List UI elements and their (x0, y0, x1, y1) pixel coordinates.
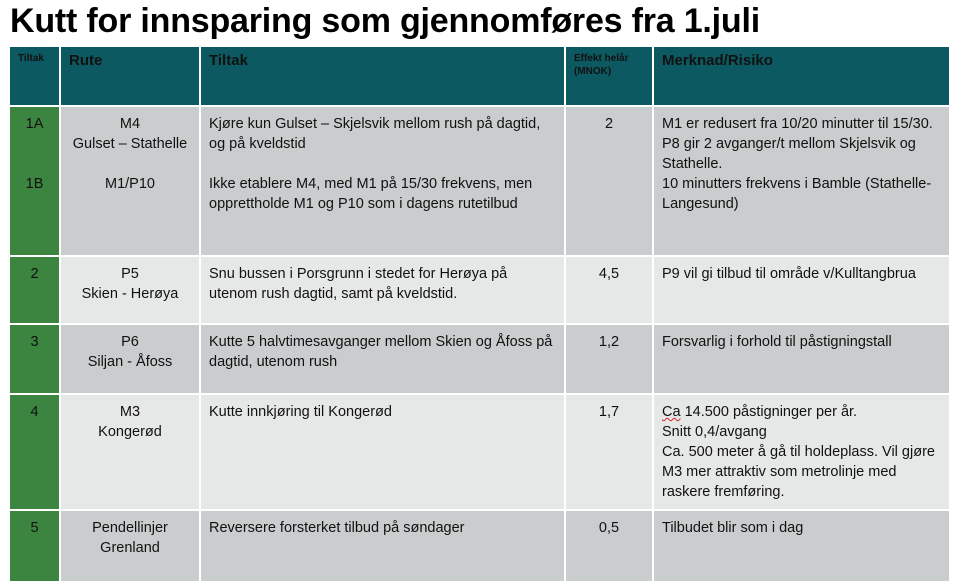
note-cell (653, 106, 950, 256)
page-title: Kutt for innsparing som gjennomføres fra 1.juli (10, 2, 760, 40)
route-line: Gulset – Stathelle (72, 136, 188, 152)
action-text: Reversere forsterket tilbud på søndager (200, 510, 565, 582)
header-tiltak-id: Tiltak (9, 46, 60, 106)
header-tiltak: Tiltak (200, 46, 565, 106)
header-effekt-line2: (MNOK) (574, 66, 612, 77)
route-cell (60, 256, 200, 324)
table-header-row (9, 46, 950, 106)
row-id: 1B (25, 176, 44, 192)
action-text: Kutte 5 halvtimesavganger mellom Skien og Åfoss på dagtid, utenom rush (200, 324, 565, 394)
note-text: 10 minutters frekvens i Bamble (Stathelle- Langesund) (662, 176, 932, 212)
route-line: P5 (121, 266, 139, 282)
row-id: 5 (9, 510, 60, 582)
header-rute: Rute (60, 46, 200, 106)
table-row (9, 510, 950, 582)
action-text: Snu bussen i Porsgrunn i stedet for Herøya på utenom rush dagtid, samt på kveldstid. (200, 256, 565, 324)
measures-table (8, 45, 951, 583)
note-text: M1 er redusert fra 10/20 minutter til 15/30. P8 gir 2 avganger/t mellom Skjelsvik og Stathelle. (662, 116, 933, 172)
effect-value: 1,2 (565, 324, 653, 394)
note-text: 14.500 påstigninger per år. (680, 404, 858, 420)
route-line: P6 (121, 334, 139, 350)
note-text: P9 vil gi tilbud til område v/Kulltangbrua (653, 256, 950, 324)
note-line (662, 402, 941, 422)
route-line: M1/P10 (105, 176, 155, 192)
header-effekt-line1: Effekt helår (574, 53, 629, 64)
effect-value: 1,7 (565, 394, 653, 510)
note-line: Snitt 0,4/avgang (662, 424, 767, 440)
route-line: M4 (119, 116, 141, 132)
table-row (9, 324, 950, 394)
action-text: Kutte innkjøring til Kongerød (200, 394, 565, 510)
table-row (9, 106, 950, 256)
row-id: 4 (9, 394, 60, 510)
row-id: 2 (9, 256, 60, 324)
action-text: Kjøre kun Gulset – Skjelsvik mellom rush på dagtid, og på kveldstid (209, 116, 541, 152)
header-merknad: Merknad/Risiko (653, 46, 950, 106)
route-cell (60, 510, 200, 582)
note-word: Ca (662, 404, 681, 420)
note-line: Ca. 500 meter å gå til holdeplass. Vil gjøre M3 mer attraktiv som metrolinje med raskere fremføring. (662, 444, 935, 500)
route-cell (60, 394, 200, 510)
effect-value: 4,5 (565, 256, 653, 324)
route-line: M3 (119, 404, 141, 420)
action-cell (200, 106, 565, 256)
route-cell (60, 106, 200, 256)
row-id: 3 (9, 324, 60, 394)
action-text: Ikke etablere M4, med M1 på 15/30 frekvens, men opprettholde M1 og P10 som i dagens rutetilbud (209, 176, 533, 212)
row-id: 1A (25, 116, 44, 132)
route-line: Pendellinjer (92, 520, 168, 536)
route-line: Siljan - Åfoss (87, 354, 173, 370)
route-line: Skien - Herøya (81, 286, 179, 302)
note-text: Tilbudet blir som i dag (653, 510, 950, 582)
route-line: Kongerød (98, 424, 162, 440)
table-row (9, 394, 950, 510)
header-effekt (565, 46, 653, 106)
note-text: Forsvarlig i forhold til påstigningstall (653, 324, 950, 394)
row-id-cell (9, 106, 60, 256)
effect-value: 0,5 (565, 510, 653, 582)
route-cell (60, 324, 200, 394)
table-row (9, 256, 950, 324)
note-cell (653, 394, 950, 510)
route-line: Grenland (100, 540, 160, 556)
effect-value: 2 (565, 106, 653, 256)
